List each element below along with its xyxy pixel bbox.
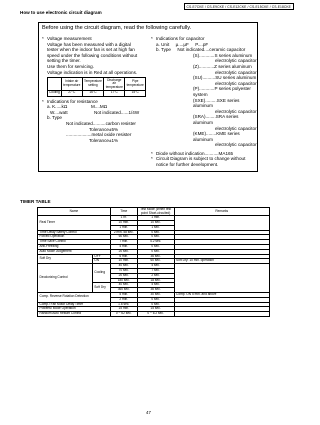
time-cell: 5 min. — [110, 292, 137, 297]
notes-right-column — [151, 36, 257, 168]
resistor-unit-default: Not indicated......1/4W — [94, 109, 140, 115]
resistor-unit-w-label: W....watt — [50, 109, 68, 115]
test-cell: 0 sec. — [137, 235, 174, 240]
time-cell: 6 min. — [110, 254, 137, 259]
time-cell: 15 min. — [110, 307, 137, 312]
capacitor-type-item: electrolytic capacitor — [215, 142, 257, 148]
row-name: Anti-Freezing — [38, 244, 111, 249]
voltage-line: tester when the indoor fan is set at high fan — [47, 47, 135, 53]
voltage-line: Voltage indication is in Red at all operations. — [47, 69, 138, 75]
time-cell: 40 sec. — [110, 283, 137, 288]
capacitor-unit-line: a. Unit μ....μF P....pF — [156, 41, 209, 47]
row-name: Random Auto Restart Control — [38, 312, 111, 317]
circuit-note-line: notice for further development. — [156, 162, 219, 168]
sub-label: OFF — [92, 254, 110, 259]
test-cell: 0 sec. — [137, 230, 174, 235]
time-cell: 360 sec. — [110, 288, 137, 293]
cond-header: Pipe temperature — [125, 78, 146, 91]
notes-box-title: Before using the circuit diagram, read the following carefully. — [42, 25, 192, 31]
cond-cell: 27°C — [61, 90, 82, 96]
time-cell: 4 min. — [110, 244, 137, 249]
time-cell: 60 sec. — [110, 235, 137, 240]
time-cell: 1.6 sec. — [110, 302, 137, 307]
remarks-cell: Comp. ON 5 min. and above — [174, 292, 269, 297]
time-cell: 70 sec. — [110, 268, 137, 273]
sub-label: ON — [92, 259, 110, 264]
test-cell: 1 sec. — [137, 225, 174, 230]
header-time: Time — [110, 208, 137, 216]
cond-header — [48, 78, 62, 91]
test-cell: 18 sec. — [137, 278, 174, 283]
test-cell: 0 sec. — [137, 244, 174, 249]
capacitor-asterisk: * — [151, 36, 153, 41]
voltage-asterisk: * — [42, 36, 44, 41]
test-cell: 36 sec. — [137, 288, 174, 293]
resistor-asterisk: * — [42, 98, 44, 104]
test-cell: 0 sec. — [137, 249, 174, 254]
row-name: Deodorizing Control — [38, 264, 93, 293]
time-cell: 20 sec. — [110, 273, 137, 278]
test-cell: 0 sec. — [137, 297, 174, 302]
capacitor-type-item: electrolytic capacitor — [215, 80, 257, 86]
row-name: Real Timer — [38, 216, 111, 230]
voltage-line: Voltage has been measured with a digital — [47, 41, 131, 47]
remarks-cell — [174, 312, 269, 317]
time-cell: 10 min. — [110, 259, 137, 264]
row-name: Comp./ Fan Motor Delay Timer — [38, 302, 111, 307]
notes-left-column — [42, 36, 146, 143]
row-name: Auto Mode Judgement — [38, 249, 111, 254]
test-cell: 0 ~ 6.2 sec. — [137, 312, 174, 317]
capacitor-type-item: (SXE).........SXE series aluminum — [193, 97, 240, 109]
remarks-cell: Soft Dry: 10 min. operation — [174, 259, 269, 264]
voltage-line: setting the timer. — [47, 58, 81, 64]
timer-table-title: TIMER TABLE — [20, 199, 51, 204]
circuit-asterisk: * — [151, 156, 153, 162]
remarks-cell — [174, 264, 269, 293]
test-cell: 2 sec. — [137, 273, 174, 278]
cond-header: Discharge air temperature — [104, 78, 125, 91]
cond-cell: 16°C — [82, 90, 103, 96]
timer-table — [37, 207, 270, 317]
cond-cell: 17°C — [104, 90, 125, 96]
row-name: Time Delay Safety Control — [38, 230, 111, 235]
test-cell: 30 sec. — [137, 292, 174, 297]
capacitor-type-item: electrolytic capacitor — [215, 125, 257, 131]
circuit-notes-box — [38, 22, 258, 172]
capacitor-type-item: (KME)........KME series aluminum — [193, 131, 240, 142]
resistor-unit-m: M....MΩ — [91, 104, 108, 110]
resistor-type-label: b. Type — [47, 115, 62, 121]
capacitor-type-item: electrolytic capacitor — [215, 108, 257, 114]
time-cell: 20 sec. — [110, 249, 137, 254]
time-cell: 40 sec. — [110, 264, 137, 269]
resistor-type-line: Not indicated..........carbon resister — [66, 120, 136, 126]
cond-cell: 15°C — [125, 90, 146, 96]
table-row — [38, 312, 270, 317]
diode-note: Diode without indication...........MA165 — [156, 150, 234, 156]
time-cell: 1 min. — [110, 225, 137, 230]
header-remarks: Remarks — [174, 208, 269, 216]
time-cell: 1 hr. — [110, 216, 137, 221]
capacitor-type-item: (Z)............Z series aluminum — [193, 63, 252, 69]
cond-header: Temperature setting — [82, 78, 103, 91]
sub-label: Cooling — [92, 264, 110, 283]
diode-asterisk: * — [151, 150, 153, 156]
time-cell: 7 min. — [110, 240, 137, 245]
time-cell: 0 ~ 62 sec. — [110, 312, 137, 317]
test-cell: 4 sec. — [137, 264, 174, 269]
row-name: Time Save Control — [38, 240, 111, 245]
page-heading: How to use electronic circuit diagram — [20, 10, 102, 15]
circuit-note-line: Circuit Diagram is subject to change without — [156, 156, 246, 162]
capacitor-type-line: b. Type Not indicated....ceramic capacitor — [156, 47, 246, 53]
test-cell: 15 sec. — [137, 307, 174, 312]
resistor-type-line: Tolerance±5% — [89, 126, 119, 132]
row-name: Forced Operation — [38, 235, 111, 240]
capacitor-type-item: (SU)..........SU series aluminum — [193, 75, 257, 81]
capacitor-type-item: (P)............P series polyester system — [193, 86, 251, 97]
capacitor-title: Indications for capacitor — [156, 36, 205, 41]
cond-header: Intake air temperature — [61, 78, 82, 91]
capacitor-type-item: (SRA)........SRA series aluminum — [193, 114, 239, 125]
resistor-type-line: Tolerance±1% — [89, 137, 119, 143]
resistor-unit-k-label: a. K.....kΩ — [47, 104, 68, 110]
page-number: 47 — [146, 410, 151, 415]
capacitor-type-item: electrolytic capacitor — [215, 58, 257, 64]
resistor-title: Indications for resistance — [47, 98, 98, 104]
cond-cell: Cooling — [49, 90, 60, 95]
resistor-type-line: ....................metal oxide resister — [66, 132, 132, 138]
header-name: Name — [38, 208, 111, 216]
test-cell: 4 sec. — [137, 283, 174, 288]
time-cell: 10 min. — [110, 220, 137, 225]
capacitor-type-item: (S)............S series aluminum — [193, 52, 253, 58]
test-cell: 10 sec. — [137, 220, 174, 225]
test-cell: 4.2 sec. — [137, 240, 174, 245]
test-cell: 1 min. — [137, 216, 174, 221]
row-name: Comp. Reverse Rotation Detection — [38, 292, 111, 302]
time-cell: 2 min. — [110, 297, 137, 302]
sub-label: Soft Dry — [92, 283, 110, 293]
capacitor-type-item: electrolytic capacitor — [215, 69, 257, 75]
test-cell: 0 sec. — [137, 302, 174, 307]
model-number-banner: CS-E7CKE / CS-E9CKE / CS-E12CKE / CS-E15CKE / CS-E18CKE — [184, 3, 294, 10]
measurement-conditions-table — [47, 77, 146, 96]
remarks-cell — [174, 216, 269, 230]
voltage-title: Voltage measurement — [47, 36, 92, 41]
test-cell: 7 sec. — [137, 268, 174, 273]
voltage-line: speed under the following conditions without — [47, 52, 138, 58]
test-cell: 60 sec. — [137, 259, 174, 264]
voltage-line: Use them for servicing. — [47, 63, 94, 69]
row-name: Soft Dry — [38, 254, 93, 264]
row-name: Powerful Mode Operation — [38, 307, 111, 312]
test-cell: 36 sec. — [137, 254, 174, 259]
time-cell: 2 min. 58 sec. — [110, 230, 137, 235]
header-test-mode: Test Mode (When test point Short-circuited) — [137, 208, 174, 216]
time-cell: 180 sec. — [110, 278, 137, 283]
